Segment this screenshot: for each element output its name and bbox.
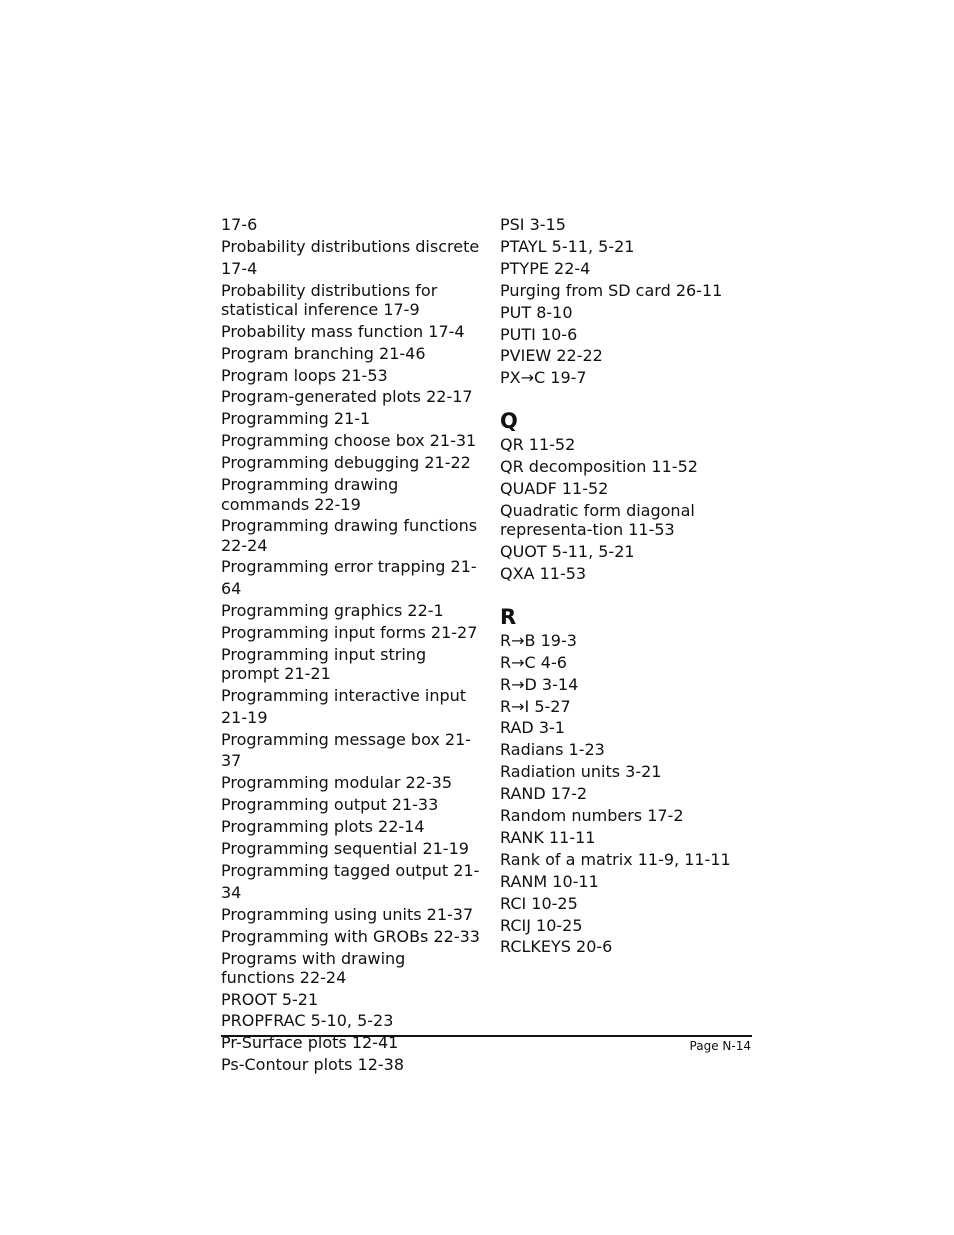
- index-entry: Programming input forms 21-27: [221, 622, 478, 642]
- index-entry: RCIJ 10-25: [500, 915, 583, 935]
- index-entry: Programming input string prompt 21-21: [221, 644, 427, 684]
- index-entry: Programming message box 21-37: [221, 729, 472, 771]
- index-left-column: [221, 214, 483, 1076]
- index-entry: Program branching 21-46: [221, 343, 426, 363]
- index-entry: Programming with GROBs 22-33: [221, 926, 480, 946]
- index-entry: Programming plots 22-14: [221, 817, 425, 837]
- index-entry: Programming modular 22-35: [221, 773, 452, 793]
- index-entry: Programming drawing commands 22-19: [221, 475, 399, 514]
- index-entry: QXA 11-53: [500, 563, 587, 583]
- index-entry: RANM 10-11: [500, 871, 599, 891]
- index-entry: Programming choose box 21-31: [221, 431, 477, 451]
- index-entry: Probability distributions discrete 17-4: [221, 236, 480, 278]
- index-entry: R→I 5-27: [500, 696, 571, 716]
- index-entry: QR decomposition 11-52: [500, 457, 698, 477]
- index-entry: Programming debugging 21-22: [221, 453, 471, 473]
- index-entry: Programming interactive input 21-19: [221, 685, 467, 727]
- index-entry: Programs with drawing functions 22-24: [221, 948, 406, 988]
- index-entry: Programming drawing functions 22-24: [221, 516, 478, 555]
- footer-rule: [221, 1035, 752, 1037]
- index-entry: Programming tagged output 21-34: [221, 860, 480, 902]
- index-entry: Program loops 21-53: [221, 365, 388, 385]
- index-entry: PUT 8-10: [500, 302, 573, 322]
- index-entry: PTAYL 5-11, 5-21: [500, 236, 635, 256]
- index-entry: Programming sequential 21-19: [221, 839, 469, 859]
- index-entry: Programming 21-1: [221, 409, 371, 429]
- index-entry: Probability distributions for statistical inference 17-9: [221, 280, 438, 320]
- index-entry: R→B 19-3: [500, 630, 577, 650]
- index-entry: PSI 3-15: [500, 215, 566, 234]
- index-entry: Program-generated plots 22-17: [221, 387, 473, 407]
- index-entry: PX→C 19-7: [500, 368, 587, 388]
- index-entry: R→C 4-6: [500, 652, 567, 672]
- page-number: Page N-14: [689, 1039, 751, 1053]
- index-entry: Purging from SD card 26-11: [500, 280, 723, 300]
- index-entry: R→D 3-14: [500, 674, 579, 694]
- index-entry: PROOT 5-21: [221, 989, 319, 1009]
- index-entry: PUTI 10-6: [500, 324, 578, 344]
- index-entry: Random numbers 17-2: [500, 806, 684, 826]
- index-entry: 17-6: [221, 215, 258, 234]
- index-entry: QUOT 5-11, 5-21: [500, 541, 635, 561]
- index-entry: QR 11-52: [500, 435, 576, 455]
- section-letter-q: Q: [500, 409, 518, 434]
- index-entry: Programming output 21-33: [221, 795, 439, 815]
- index-entry: Radiation units 3-21: [500, 762, 662, 782]
- index-right-column: [500, 214, 762, 958]
- index-entry: PVIEW 22-22: [500, 346, 603, 366]
- index-entry: Probability mass function 17-4: [221, 321, 465, 341]
- index-entry: Quadratic form diagonal representa-tion 11-53: [500, 500, 695, 540]
- index-entry: RCLKEYS 20-6: [500, 937, 613, 957]
- index-entry: Pr-Surface plots 12-41: [221, 1033, 399, 1053]
- index-entry: Programming using units 21-37: [221, 904, 474, 924]
- index-entry: PTYPE 22-4: [500, 258, 591, 278]
- index-entry: PROPFRAC 5-10, 5-23: [221, 1011, 394, 1031]
- index-entry: RAND 17-2: [500, 784, 588, 804]
- section-letter-r: R: [500, 604, 517, 629]
- index-entry: RAD 3-1: [500, 718, 565, 738]
- index-entry: QUADF 11-52: [500, 479, 609, 499]
- index-entry: Programming error trapping 21-64: [221, 557, 477, 598]
- index-entry: Ps-Contour plots 12-38: [221, 1055, 405, 1075]
- index-entry: RCI 10-25: [500, 893, 578, 913]
- index-entry: Programming graphics 22-1: [221, 600, 444, 620]
- index-entry: Rank of a matrix 11-9, 11-11: [500, 849, 731, 869]
- index-entry: RANK 11-11: [500, 827, 596, 847]
- index-entry: Radians 1-23: [500, 740, 605, 760]
